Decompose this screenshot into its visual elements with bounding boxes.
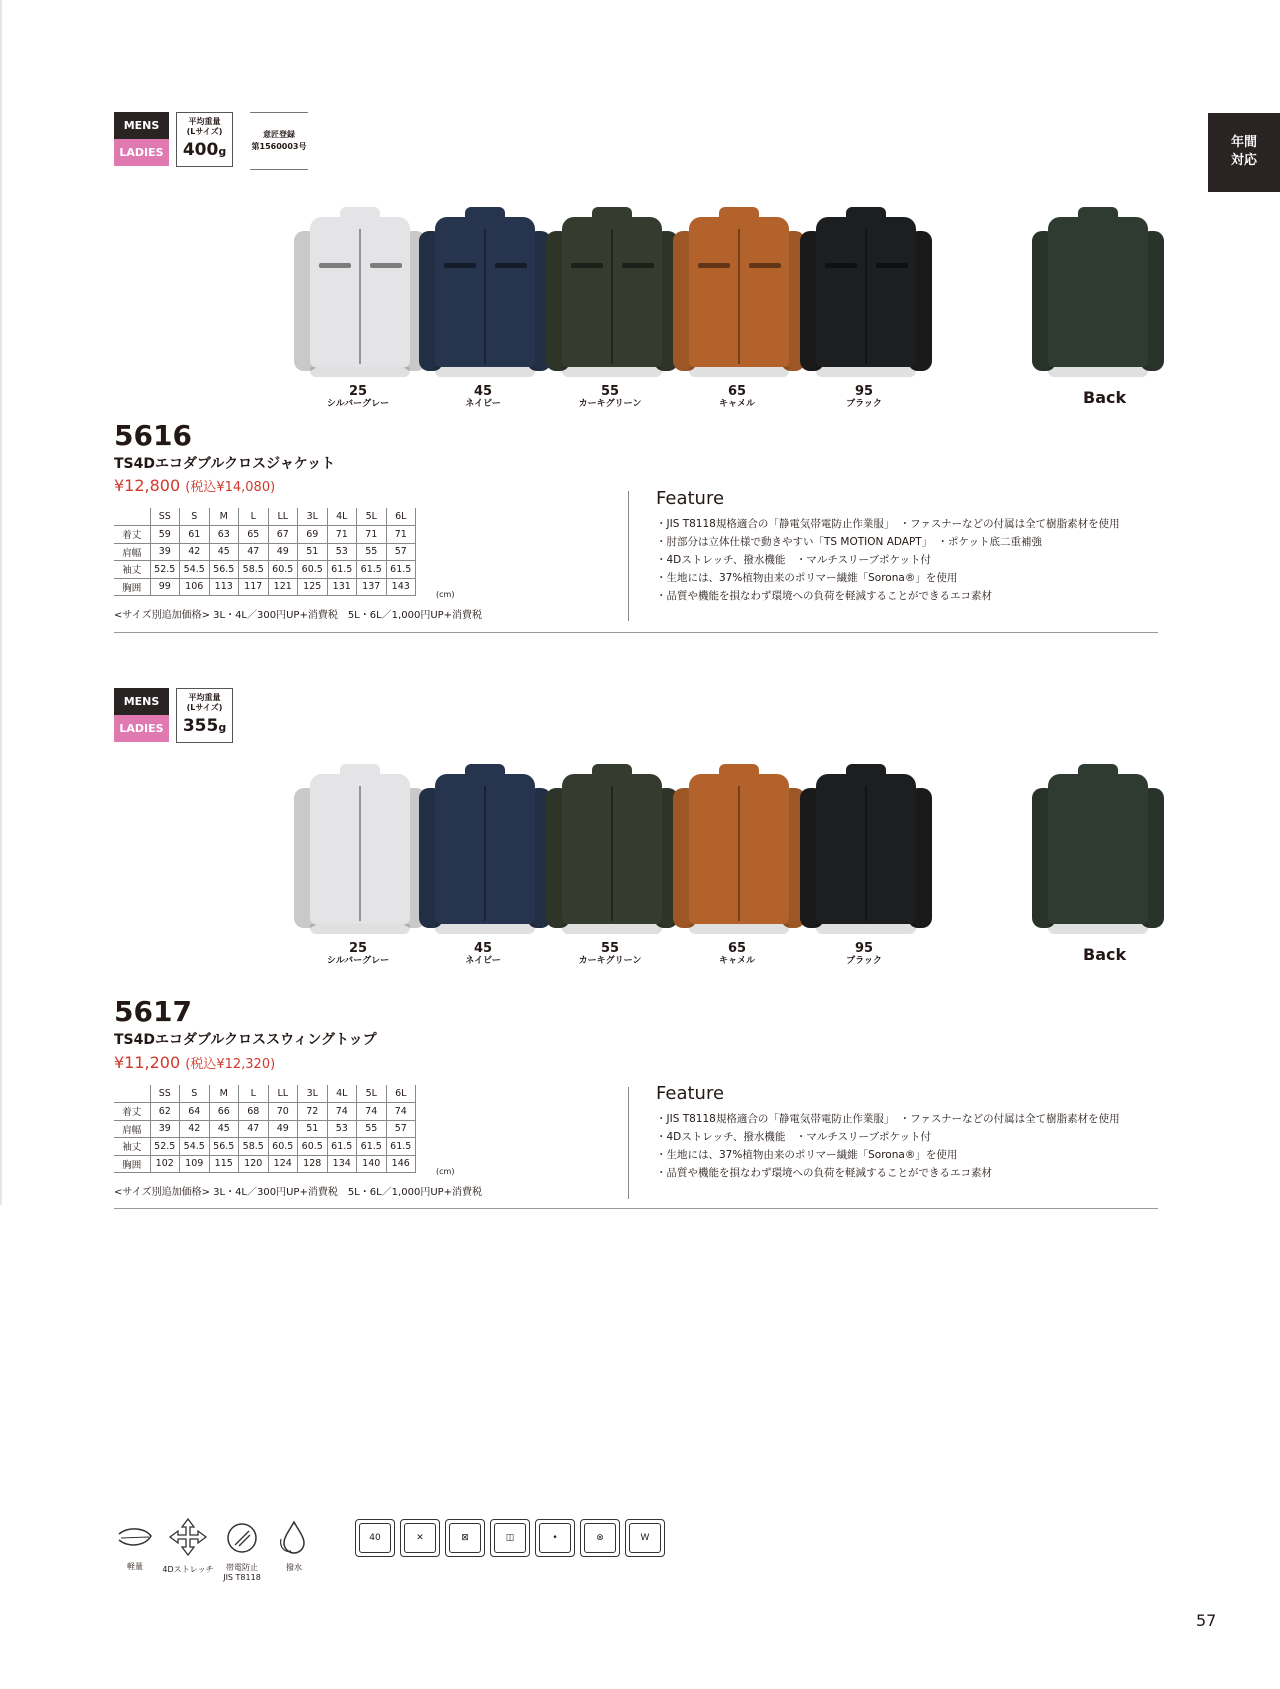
jacket-hem [562, 924, 662, 934]
size-cell: 113 [209, 578, 239, 596]
ladies-badge: LADIES [114, 715, 169, 742]
size-table-corner [114, 508, 150, 526]
size-header-cell: L [239, 508, 269, 526]
size-cell: 45 [209, 543, 239, 561]
pocket [876, 263, 908, 268]
jacket-image [417, 207, 553, 377]
color-name: シルバーグレー [326, 399, 390, 409]
jacket-zip [359, 229, 361, 364]
size-cell: 128 [298, 1155, 328, 1173]
color-name: キャメル [718, 956, 755, 966]
size-cell: 137 [357, 578, 387, 596]
size-cell: 42 [180, 1120, 210, 1138]
care-symbol: • [539, 1523, 571, 1553]
color-number: 95 [854, 384, 874, 399]
jacket-hem [689, 367, 789, 377]
jacket-collar [340, 764, 380, 782]
size-cell: 60.5 [298, 1138, 328, 1156]
stretch-arrows-icon [160, 1517, 216, 1575]
icon-label: 4Dストレッチ [162, 1565, 214, 1574]
care-symbol: 40 [359, 1523, 391, 1553]
jacket-collar [1078, 207, 1118, 225]
jacket-hem [435, 924, 535, 934]
color-number: 45 [473, 384, 493, 399]
size-cell: 53 [327, 1120, 357, 1138]
icon-label: 撥水 [286, 1563, 302, 1572]
color-name: ネイビー [465, 399, 501, 409]
pocket [444, 263, 476, 268]
table-row [114, 543, 416, 561]
jacket-hem [816, 924, 916, 934]
care-symbol: ⊗ [584, 1523, 616, 1553]
back-label: Back [1083, 945, 1127, 964]
color-name: カーキグリーン [578, 399, 642, 409]
jacket-zip [738, 229, 740, 364]
jacket-body [1048, 774, 1148, 924]
size-cell: 61.5 [386, 561, 416, 579]
size-cell: 131 [327, 578, 357, 596]
mens-badge: MENS [114, 688, 169, 715]
size-header-cell: SS [150, 1085, 180, 1103]
jacket-image [292, 764, 428, 934]
jacket-body [1048, 217, 1148, 367]
mens-badge: MENS [114, 112, 169, 139]
jacket-zip [611, 786, 613, 921]
size-cell: 99 [150, 578, 180, 596]
table-row [114, 1155, 416, 1173]
size-cell: 125 [298, 578, 328, 596]
jacket-hem [435, 367, 535, 377]
size-cell: 52.5 [150, 1138, 180, 1156]
color-number: 55 [600, 941, 620, 956]
weight-label: 平均重量 [188, 117, 221, 126]
size-header-cell: 3L [298, 508, 328, 526]
size-cell: 47 [239, 543, 269, 561]
feature-item: ・肘部分は立体仕様で動きやすい「TS MOTION ADAPT」 ・ポケット底二重補強 [656, 536, 1042, 548]
size-cell: 60.5 [268, 1138, 298, 1156]
size-table [114, 1085, 416, 1173]
size-cell: 71 [357, 526, 387, 544]
left-edge-line [0, 0, 2, 1205]
size-header-cell: 4L [327, 1085, 357, 1103]
color-number: 25 [348, 941, 368, 956]
weight-value: 400 [182, 140, 219, 160]
size-row-label: 胸囲 [114, 1155, 150, 1173]
size-cell: 124 [268, 1155, 298, 1173]
size-cell: 74 [327, 1103, 357, 1121]
jacket-hem [310, 367, 410, 377]
feature-list [656, 1110, 1176, 1182]
jacket-hem [310, 924, 410, 934]
size-cell: 53 [327, 543, 357, 561]
size-cell: 54.5 [180, 561, 210, 579]
product-name: TS4Dエコダブルクロススウィングトップ [114, 1032, 377, 1048]
size-cell: 72 [298, 1103, 328, 1121]
pocket [495, 263, 527, 268]
feature-item: ・品質や機能を損なわず環境への負荷を軽減することができるエコ素材 [656, 1167, 992, 1179]
table-row [114, 1120, 416, 1138]
table-row [114, 578, 416, 596]
size-cell: 62 [150, 1103, 180, 1121]
feature-item: ・JIS T8118規格適合の「静電気帯電防止作業服」 ・ファスナーなどの付属は全て樹脂素材を使用 [656, 518, 1120, 530]
jacket-hem [816, 367, 916, 377]
icon-sublabel: JIS T8118 [223, 1573, 261, 1582]
size-cell: 74 [357, 1103, 387, 1121]
size-cell: 51 [298, 543, 328, 561]
size-row-label: 肩幅 [114, 1120, 150, 1138]
jacket-collar [592, 764, 632, 782]
divider-vertical [628, 1087, 629, 1199]
section-divider [114, 1208, 1158, 1209]
jacket-collar [465, 207, 505, 225]
jacket-zip [359, 786, 361, 921]
no-dry-clean-icon [580, 1519, 620, 1557]
size-cell: 68 [239, 1103, 269, 1121]
size-cell: 115 [209, 1155, 239, 1173]
feather-icon [110, 1522, 160, 1572]
no-bleach-icon [400, 1519, 440, 1557]
size-cell: 67 [268, 526, 298, 544]
section-divider [114, 632, 1158, 633]
jacket-collar [592, 207, 632, 225]
size-cell: 56.5 [209, 1138, 239, 1156]
price-value: ¥11,200 [114, 1053, 181, 1072]
size-row-label: 肩幅 [114, 543, 150, 561]
size-unit: (cm) [436, 590, 455, 599]
weight-value: 355 [182, 716, 219, 736]
size-header-cell: 3L [298, 1085, 328, 1103]
size-cell: 117 [239, 578, 269, 596]
size-cell: 70 [268, 1103, 298, 1121]
jacket-zip [484, 229, 486, 364]
jacket-image [798, 207, 934, 377]
pocket [571, 263, 603, 268]
jacket-hem [562, 367, 662, 377]
size-cell: 57 [386, 543, 416, 561]
jacket-back-image [1030, 764, 1166, 934]
size-header-cell: 4L [327, 508, 357, 526]
size-header-cell: 6L [386, 508, 416, 526]
size-cell: 146 [386, 1155, 416, 1173]
water-drop-icon [272, 1519, 316, 1573]
product-price [114, 1053, 275, 1075]
jacket-hem [1048, 924, 1148, 934]
size-header-cell: L [239, 1085, 269, 1103]
jacket-image [671, 764, 807, 934]
size-cell: 55 [357, 543, 387, 561]
size-header-cell: SS [150, 508, 180, 526]
product-name: TS4Dエコダブルクロスジャケット [114, 456, 336, 472]
size-cell: 39 [150, 543, 180, 561]
size-header-cell: 5L [357, 508, 387, 526]
size-cell: 55 [357, 1120, 387, 1138]
size-cell: 52.5 [150, 561, 180, 579]
size-row-label: 着丈 [114, 526, 150, 544]
size-header-cell: LL [268, 1085, 298, 1103]
feature-list [656, 515, 1176, 605]
design-registration [250, 112, 308, 170]
gender-badge [114, 112, 169, 166]
feature-title: Feature [656, 1083, 725, 1104]
jacket-collar [1078, 764, 1118, 782]
size-row-label: 着丈 [114, 1103, 150, 1121]
size-cell: 63 [209, 526, 239, 544]
jacket-image [417, 764, 553, 934]
size-cell: 49 [268, 1120, 298, 1138]
divider-vertical [628, 491, 629, 621]
pocket [370, 263, 402, 268]
size-header-cell: S [180, 508, 210, 526]
size-cell: 61.5 [327, 1138, 357, 1156]
weight-sublabel: (Lサイズ) [186, 127, 223, 136]
size-header-cell: S [180, 1085, 210, 1103]
color-number: 95 [854, 941, 874, 956]
feature-item: ・JIS T8118規格適合の「静電気帯電防止作業服」 ・ファスナーなどの付属は全て樹脂素材を使用 [656, 1113, 1120, 1125]
size-cell: 54.5 [180, 1138, 210, 1156]
size-cell: 58.5 [239, 1138, 269, 1156]
jacket-hem [689, 924, 789, 934]
jacket-collar [719, 764, 759, 782]
color-number: 45 [473, 941, 493, 956]
tab-line2: 対応 [1230, 153, 1257, 168]
jacket-back-image [1030, 207, 1166, 377]
color-number: 65 [727, 384, 747, 399]
color-number: 55 [600, 384, 620, 399]
size-header-cell: M [209, 1085, 239, 1103]
icon-label: 軽量 [127, 1562, 143, 1571]
size-cell: 109 [180, 1155, 210, 1173]
size-cell: 47 [239, 1120, 269, 1138]
design-line2: 第1560003号 [251, 142, 307, 151]
table-row [114, 1103, 416, 1121]
pocket [698, 263, 730, 268]
size-cell: 61.5 [357, 561, 387, 579]
line-dry-icon [490, 1519, 530, 1557]
jacket-hem [1048, 367, 1148, 377]
size-row-label: 胸囲 [114, 578, 150, 596]
size-cell: 102 [150, 1155, 180, 1173]
jacket-image [292, 207, 428, 377]
size-cell: 45 [209, 1120, 239, 1138]
size-cell: 120 [239, 1155, 269, 1173]
size-cell: 121 [268, 578, 298, 596]
jacket-collar [846, 764, 886, 782]
jacket-collar [465, 764, 505, 782]
jacket-image [544, 207, 680, 377]
care-symbol: W [629, 1523, 661, 1553]
color-number: 65 [727, 941, 747, 956]
jacket-collar [719, 207, 759, 225]
icon-label: 帯電防止 [226, 1563, 258, 1572]
weight-box [176, 688, 233, 743]
pocket [622, 263, 654, 268]
size-header-cell: M [209, 508, 239, 526]
size-cell: 71 [386, 526, 416, 544]
jacket-image [544, 764, 680, 934]
feature-item: ・生地には、37%植物由来のポリマー繊維「Sorona®」を使用 [656, 1149, 958, 1161]
jacket-zip [865, 229, 867, 364]
no-tumble-dry-icon [445, 1519, 485, 1557]
back-label: Back [1083, 388, 1127, 407]
gender-badge [114, 688, 169, 742]
size-cell: 61.5 [357, 1138, 387, 1156]
jacket-zip [484, 786, 486, 921]
table-row [114, 526, 416, 544]
weight-unit: g [218, 145, 227, 158]
product-price [114, 476, 275, 498]
design-line1: 意匠登録 [263, 130, 295, 139]
size-cell: 60.5 [268, 561, 298, 579]
size-cell: 66 [209, 1103, 239, 1121]
ladies-badge: LADIES [114, 139, 169, 166]
jacket-zip [865, 786, 867, 921]
wash-40-icon [355, 1519, 395, 1557]
size-header-cell: 5L [357, 1085, 387, 1103]
price-tax: (税込¥14,080) [185, 480, 276, 495]
size-table-corner [114, 1085, 150, 1103]
size-cell: 60.5 [298, 561, 328, 579]
color-name: ブラック [846, 956, 882, 966]
feature-item: ・4Dストレッチ、撥水機能 ・マルチスリーブポケット付 [656, 1131, 931, 1143]
color-name: ネイビー [465, 956, 501, 966]
size-cell: 56.5 [209, 561, 239, 579]
price-tax: (税込¥12,320) [185, 1057, 276, 1072]
size-cell: 106 [180, 578, 210, 596]
feature-item: ・4Dストレッチ、撥水機能 ・マルチスリーブポケット付 [656, 554, 931, 566]
product-code: 5616 [114, 419, 192, 452]
iron-low-icon [535, 1519, 575, 1557]
color-name: カーキグリーン [578, 956, 642, 966]
jacket-zip [738, 786, 740, 921]
size-cell: 49 [268, 543, 298, 561]
pocket [825, 263, 857, 268]
table-row [114, 1138, 416, 1156]
size-cell: 51 [298, 1120, 328, 1138]
jacket-image [671, 207, 807, 377]
jacket-collar [340, 207, 380, 225]
size-unit: (cm) [436, 1167, 455, 1176]
size-cell: 143 [386, 578, 416, 596]
feature-item: ・生地には、37%植物由来のポリマー繊維「Sorona®」を使用 [656, 572, 958, 584]
weight-sublabel: (Lサイズ) [186, 703, 223, 712]
pocket [319, 263, 351, 268]
size-cell: 74 [386, 1103, 416, 1121]
weight-unit: g [218, 721, 227, 734]
size-cell: 64 [180, 1103, 210, 1121]
color-number: 25 [348, 384, 368, 399]
size-cell: 58.5 [239, 561, 269, 579]
table-row [114, 561, 416, 579]
jacket-image [798, 764, 934, 934]
page-number: 57 [1196, 1611, 1217, 1630]
feature-title: Feature [656, 488, 725, 509]
feature-item: ・品質や機能を損なわず環境への負荷を軽減することができるエコ素材 [656, 590, 992, 602]
product-code: 5617 [114, 995, 192, 1028]
size-cell: 71 [327, 526, 357, 544]
size-cell: 42 [180, 543, 210, 561]
tab-line1: 年間 [1230, 135, 1257, 150]
color-name: キャメル [718, 399, 755, 409]
size-cell: 61 [180, 526, 210, 544]
weight-box [176, 112, 233, 167]
jacket-zip [611, 229, 613, 364]
size-cell: 69 [298, 526, 328, 544]
size-cell: 65 [239, 526, 269, 544]
size-cell: 61.5 [327, 561, 357, 579]
size-row-label: 袖丈 [114, 1138, 150, 1156]
care-symbol: ◫ [494, 1523, 526, 1553]
pocket [749, 263, 781, 268]
size-cell: 57 [386, 1120, 416, 1138]
size-cell: 134 [327, 1155, 357, 1173]
size-header-cell: 6L [386, 1085, 416, 1103]
care-symbol: ⊠ [449, 1523, 481, 1553]
weight-label: 平均重量 [188, 693, 221, 702]
size-table [114, 508, 416, 596]
antistatic-icon [214, 1521, 270, 1583]
size-row-label: 袖丈 [114, 561, 150, 579]
jacket-collar [846, 207, 886, 225]
care-symbol: ✕ [404, 1523, 436, 1553]
size-cell: 59 [150, 526, 180, 544]
size-cell: 39 [150, 1120, 180, 1138]
wet-clean-icon [625, 1519, 665, 1557]
size-cell: 140 [357, 1155, 387, 1173]
extra-price-note: <サイズ別追加価格> 3L・4L／300円UP+消費税 5L・6L／1,000円UP+消費税 [114, 1187, 483, 1198]
extra-price-note: <サイズ別追加価格> 3L・4L／300円UP+消費税 5L・6L／1,000円UP+消費税 [114, 610, 483, 621]
color-name: ブラック [846, 399, 882, 409]
size-cell: 61.5 [386, 1138, 416, 1156]
season-tab [1208, 113, 1280, 192]
size-header-cell: LL [268, 508, 298, 526]
price-value: ¥12,800 [114, 476, 181, 495]
color-name: シルバーグレー [326, 956, 390, 966]
